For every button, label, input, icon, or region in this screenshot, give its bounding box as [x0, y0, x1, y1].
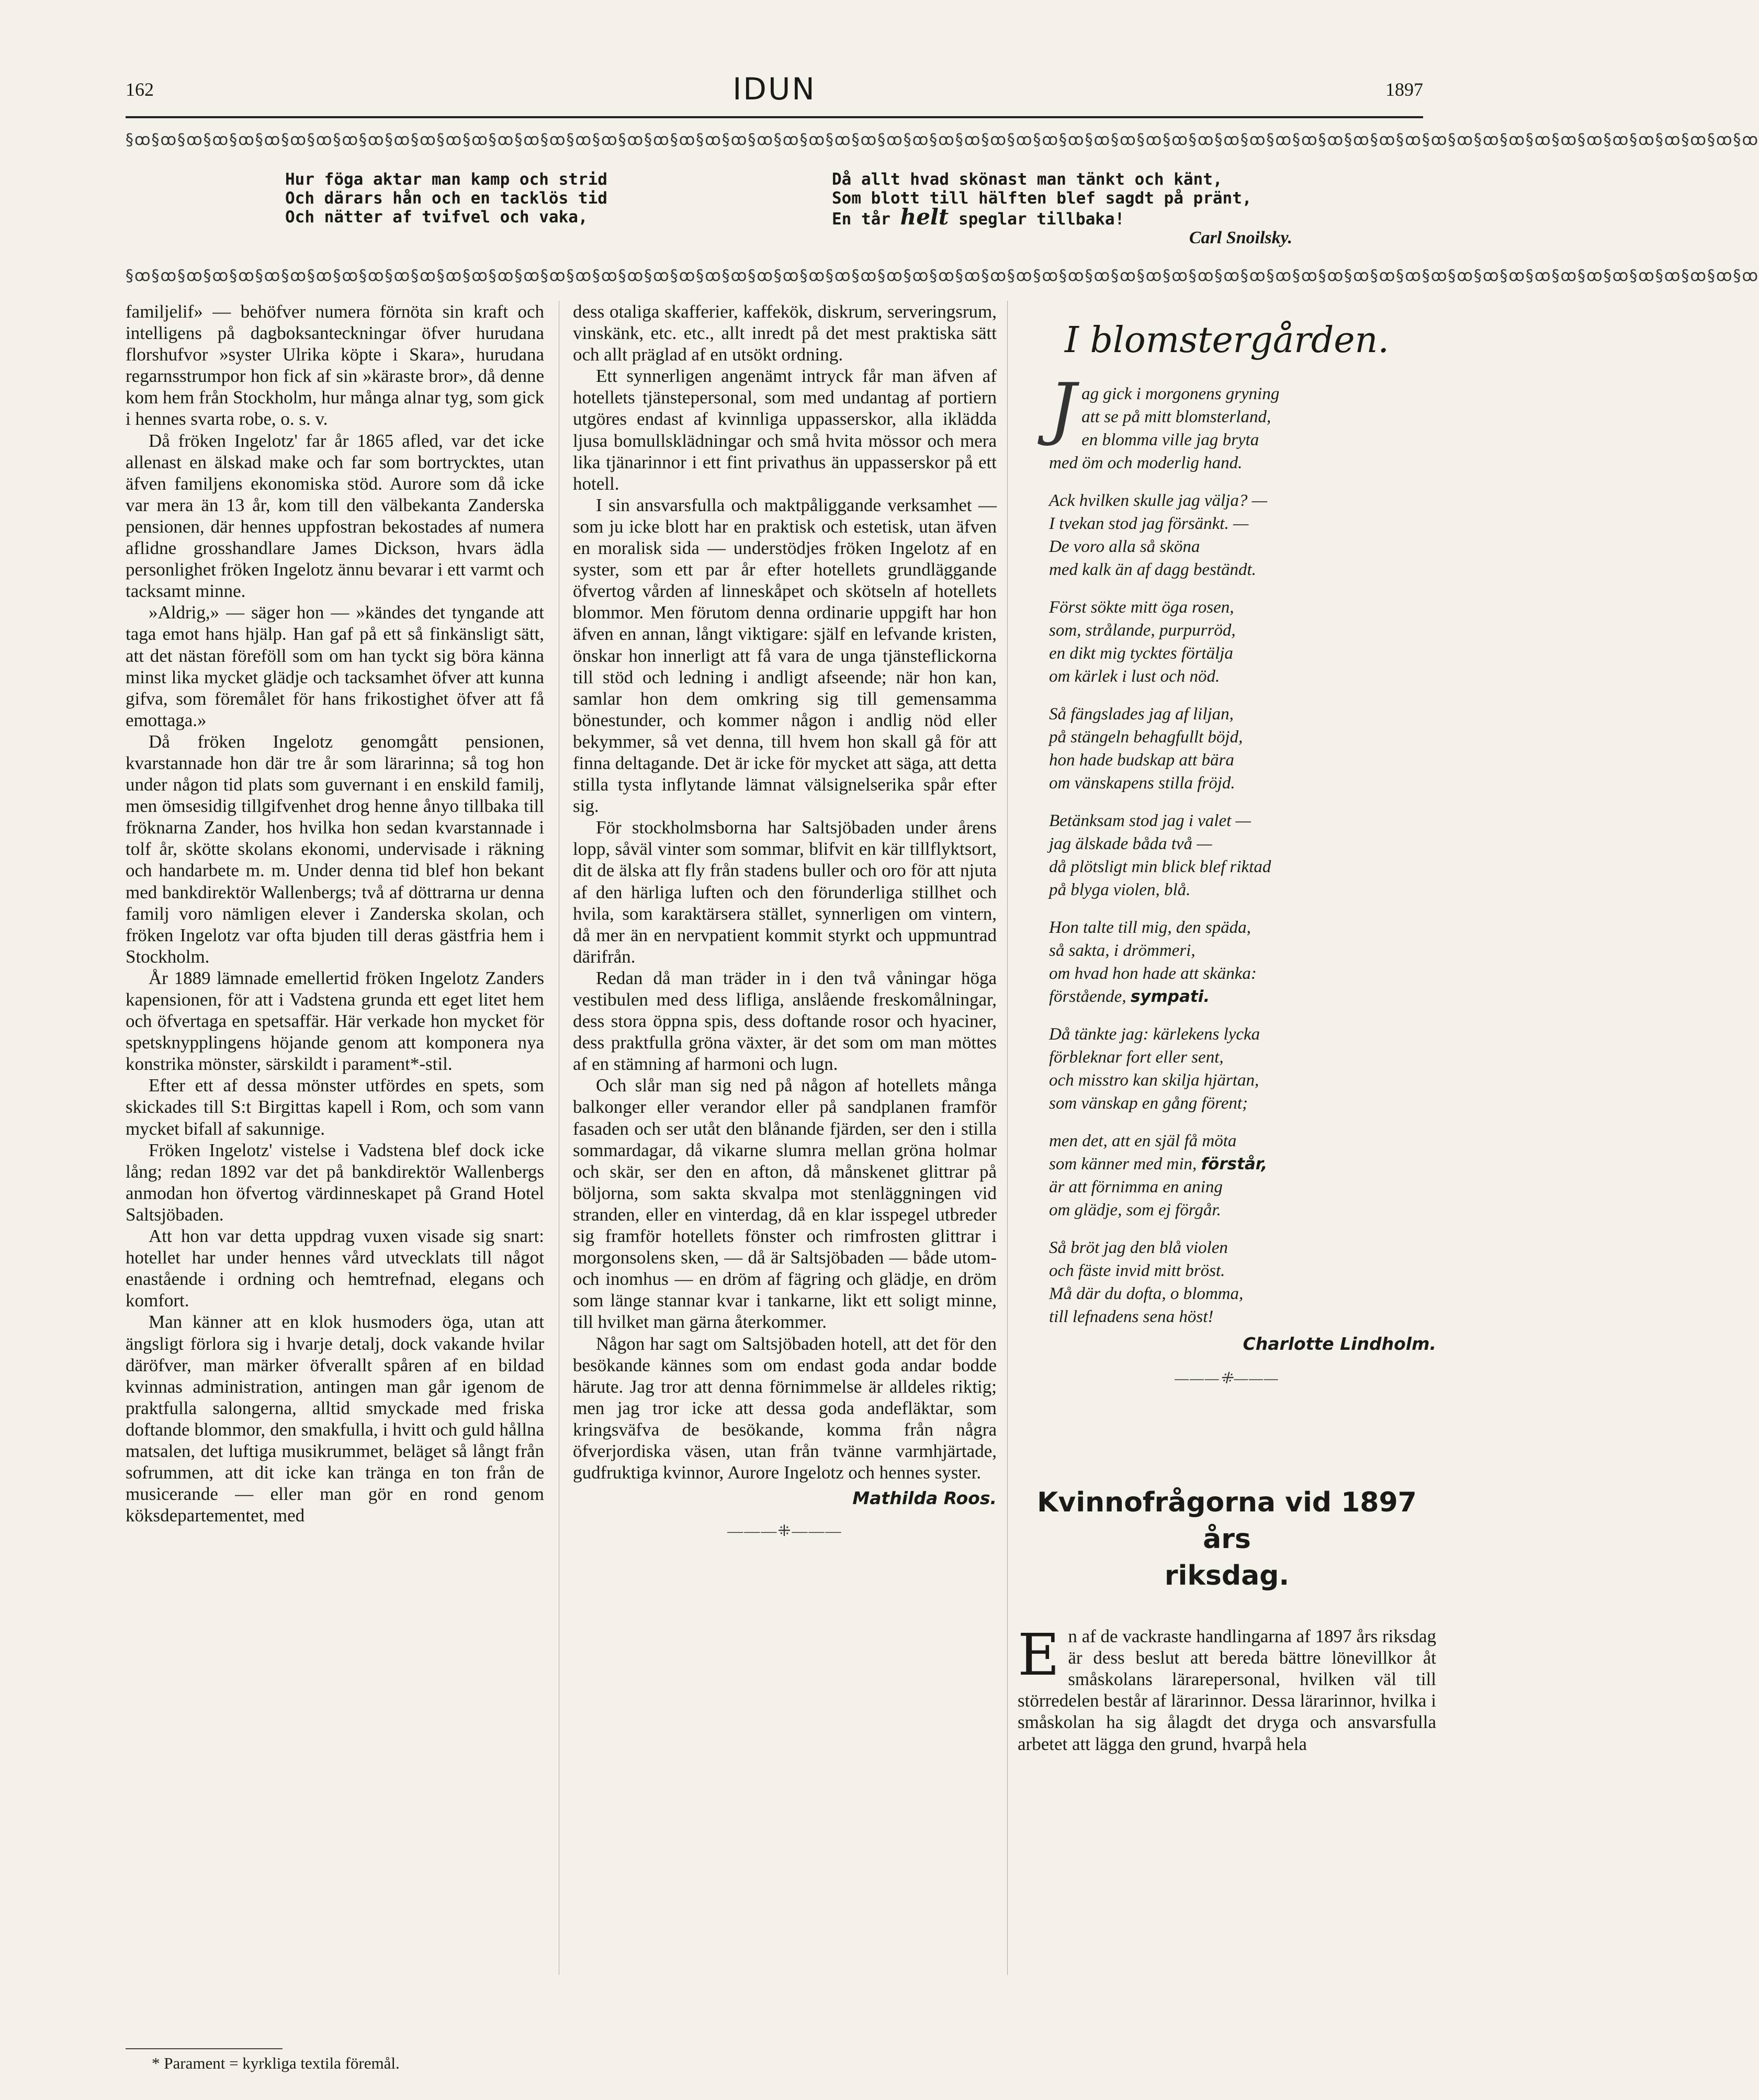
article-title-line: riksdag. [1164, 1560, 1290, 1592]
article-dropcap: E [1018, 1621, 1060, 1689]
paragraph: År 1889 lämnade emellertid fröken Ingelotz Zanders kapensionen, för att i Vadstena grunda ett eget litet hem och öfvertaga en spetsaffär. Här verkade hon mycket för spetsknypplingens höjande genom att komponera nya konstrika mönster, särskildt i parament*-stil. [126, 967, 544, 1075]
verse-line: Som blott till hälften blef sagdt på pränt, [832, 189, 1252, 208]
poem-line: Betänksam stod jag i valet — [1049, 811, 1251, 831]
poem-line: förbleknar fort eller sent, [1049, 1048, 1224, 1067]
poem-line: på blyga violen, blå. [1049, 880, 1191, 900]
page-header [126, 71, 1423, 115]
poem-line: att se på mitt blomsterland, [1081, 408, 1271, 427]
paragraph: dess otaliga skafferier, kaffekök, diskrum, serveringsrum, vinskänk, etc. etc., allt inredt på det mest praktiska sätt och allt präglad af en utsökt ordning. [573, 301, 997, 365]
paragraph: Ett synnerligen angenämt intryck får man äfven af hotellets tjänstepersonal, som med undantag af portiern utgöres endast af kvinnliga uppasserskor, alla iklädda ljusa bomullsklädningar och små hvita mössor och mera lika tjänarinnor i ett fint privathus än uppasserskor på ett hotell. [573, 366, 997, 494]
ornament-border-bottom: §ꝏ§ꝏ§ꝏ§ꝏ§ꝏ§ꝏ§ꝏ§ꝏ§ꝏ§ꝏ§ꝏ§ꝏ§ꝏ§ꝏ§ꝏ§ꝏ§ꝏ§ꝏ§ꝏ§ꝏ§ꝏ§ꝏ§ꝏ§ꝏ§ꝏ§ꝏ§ꝏ§ꝏ§ꝏ§ꝏ§ꝏ§ꝏ§ꝏ§ꝏ§ꝏ§ꝏ§ꝏ§ꝏ§ꝏ§ꝏ§ꝏ§ꝏ§ꝏ§ꝏ§ꝏ§ꝏ§ꝏ§ꝏ§ꝏ§ꝏ§ꝏ§ꝏ§ꝏ§ꝏ§ꝏ§ꝏ§ꝏ§ꝏ§ꝏ§ꝏ§ꝏ§ꝏ§ꝏ [126, 267, 1759, 285]
article-author: Mathilda Roos. [852, 1488, 997, 1509]
poem-line: som vänskap en gång förent; [1049, 1094, 1248, 1113]
poem-stanza [1018, 1023, 1436, 1115]
verse-line: Och därars hån och en tacklös tid [285, 189, 607, 208]
article-title-line: Kvinnofrågorna vid 1897 års [1037, 1487, 1417, 1555]
poem-line: Först sökte mitt öga rosen, [1049, 598, 1234, 617]
poem-line: på stängeln behagfullt böjd, [1049, 728, 1243, 747]
poem-stanza [1018, 1130, 1436, 1222]
paragraph: Man känner att en klok husmoders öga, utan att ängsligt förlora sig i hvarje detalj, dock vakande hvilar däröfver, man märker öfverallt spåren af en bildad kvinnas administration, antingen man går igenom de praktfulla salongerna, alltid smyckade med friska doftande blommor, den smakfulla, i hvitt och guld hållna matsalen, det luftiga musikrummet, beläget så långt från sofrummen, att dit icke kan tränga en ton från de musicerande — eller man gör en rond genom köksdepartementet, med [126, 1312, 544, 1526]
poem-line: De voro alla så sköna [1049, 537, 1200, 557]
poem-line: Så bröt jag den blå violen [1049, 1238, 1228, 1258]
poem-stanza [1018, 1236, 1436, 1328]
ornament-border-top: §ꝏ§ꝏ§ꝏ§ꝏ§ꝏ§ꝏ§ꝏ§ꝏ§ꝏ§ꝏ§ꝏ§ꝏ§ꝏ§ꝏ§ꝏ§ꝏ§ꝏ§ꝏ§ꝏ§ꝏ§ꝏ§ꝏ§ꝏ§ꝏ§ꝏ§ꝏ§ꝏ§ꝏ§ꝏ§ꝏ§ꝏ§ꝏ§ꝏ§ꝏ§ꝏ§ꝏ§ꝏ§ꝏ§ꝏ§ꝏ§ꝏ§ꝏ§ꝏ§ꝏ§ꝏ§ꝏ§ꝏ§ꝏ§ꝏ§ꝏ§ꝏ§ꝏ§ꝏ§ꝏ§ꝏ§ꝏ§ꝏ§ꝏ§ꝏ§ꝏ§ꝏ§ꝏ§ꝏ [126, 131, 1759, 149]
poem-line: men det, att en själ få möta [1049, 1132, 1237, 1151]
poem-stanza [1018, 489, 1436, 581]
poem-line: och fäste invid mitt bröst. [1049, 1261, 1225, 1281]
divider: ———⁜——— [1175, 1370, 1279, 1387]
poem-line: Då tänkte jag: kärlekens lycka [1049, 1025, 1260, 1044]
verse-line: Då allt hvad skönast man tänkt och känt, [832, 170, 1223, 189]
poem-dropcap: J [1049, 368, 1077, 448]
poem-line: som, strålande, purpurröd, [1049, 621, 1236, 640]
poem-line: så sakta, i drömmeri, [1049, 941, 1196, 961]
paragraph: Och slår man sig ned på någon af hotellets många balkonger eller verandor eller på sandplanen framför fasaden och ser utåt den blånande fjärden, ser den i stilla sommardagar, då vikarne slumra mellan gröna holmar och skär, ser den en afton, då månskenet glittrar på böljorna, som sakta skvalpa mot stenläggningen vid stranden, eller en vinterdag, då en klar isspegel utbreder sig framför hotellets fönster och rimfrosten glittrar i morgonsolens sken, — då är Saltsjöbaden — både utom- och inomhus — en dröm af fägring och glädje, en dröm som länge stannar kvar i tankarne, likt ett soligt minne, till hvilket man gärna återkommer. [573, 1075, 997, 1333]
poem-line: om hvad hon hade att skänka: [1049, 964, 1257, 984]
poem-line: med kalk än af dagg beständt. [1049, 560, 1256, 580]
poem-line: då plötsligt min blick blef riktad [1049, 857, 1271, 877]
verse-line: En tår helt speglar tillbaka! [832, 204, 1125, 230]
poem-line: Så fängslades jag af liljan, [1049, 705, 1234, 724]
column-2 [573, 301, 997, 1542]
paragraph: familjelif» — behöfver numera förnöta sin kraft och intelligens på dagboksanteckningar öfver hurudana florshufvor »syster Ulrika köpte i Skara», hurudana regarnsstrumpor hon fick af sin »käraste bror», då denne kom hem från Stockholm, hur många alnar tyg, som gick i hennes svarta robe, o. s. v. [126, 301, 544, 430]
paragraph: Då fröken Ingelotz genomgått pensionen, kvarstannade hon där tre år som lärarinna; så tog hon under någon tid plats som guvernant i en enskild familj, men ömsesidig tillgifvenhet drog henne ånyo tillbaka till fröknarna Zander, hos hvilka hon sedan kvarstannade i tolf år, skötte skolans ekonomi, undervisade i räkning och handarbete m. m. Under denna tid blef hon bekant med bankdirektör Wallenbergs; två af döttrarna ur denna familj voro nämligen elever i Zanderska skolan, och fröken Ingelotz var ofta bjuden till deras gästfria hem i Stockholm. [126, 731, 544, 967]
poem-line: en blomma ville jag bryta [1081, 431, 1259, 450]
poem-line: till lefnadens sena höst! [1049, 1307, 1214, 1327]
poem-line: är att förnimma en aning [1049, 1178, 1223, 1197]
poem-stanza [1018, 703, 1436, 795]
poem-line: Hon talte till mig, den späda, [1049, 918, 1251, 938]
poem-stanza [1018, 809, 1436, 901]
poem-line: om glädje, som ej förgår. [1049, 1201, 1221, 1220]
paragraph: För stockholmsborna har Saltsjöbaden under årens lopp, såväl vinter som sommar, blifvit en kär tillflyktsort, dit de älska att fly från stadens buller och oro för att njuta af den härliga luften och den förunderliga stillhet och hvila, som karaktärsera stället, synnerligen om vintern, då mer än en nervpatient kommit styrkt och uppmuntrad därifrån. [573, 817, 997, 967]
paragraph: Någon har sagt om Saltsjöbaden hotell, att det för den besökande kännes som om endast goda andar bodde härute. Jag tror att denna förnimmelse är alldeles riktig; men jag tror icke att dessa goda andefläktar, som kringsväfva de besökande, komma från några öfverjordiska väsen, utan från tvänne varmhjärtade, gudfruktiga kvinnor, Aurore Ingelotz och hennes syster. [573, 1333, 997, 1483]
footnote-rule [126, 2048, 283, 2049]
poem-line: I tvekan stod jag försänkt. — [1049, 514, 1249, 534]
poem-line: om vänskapens stilla fröjd. [1049, 774, 1235, 793]
poem-line: förstående, sympati. [1049, 987, 1210, 1007]
poem-author: Charlotte Lindholm. [1243, 1334, 1436, 1354]
paragraph: Efter ett af dessa mönster utfördes en spets, som skickades till S:t Birgittas kapell i Rom, och som vann mycket bifall af sakunnige. [126, 1075, 544, 1139]
poem-line: om kärlek i lust och nöd. [1049, 667, 1220, 686]
top-verse-left [285, 170, 607, 227]
verse-line: Hur föga aktar man kamp och strid [285, 170, 607, 189]
emphasis-sympati: sympati. [1130, 987, 1210, 1007]
poem-line: som känner med min, förstår, [1049, 1155, 1268, 1174]
poem [1018, 368, 1436, 1390]
paragraph: I sin ansvarsfulla och maktpåliggande verksamhet — som ju icke blott har en praktisk och estetisk, utan äfven en moralisk sida — understödjes fröken Ingelotz af en syster, som ett par år efter hotellets grundläggande öfvertog vården af linneskåpet och skötseln af hotellets blommor. Men förutom denna ordinarie uppgift har hon äfven en annan, långt viktigare: själf en lefvande kristen, önskar hon innerligt att få vara de unga tjänsteflickorna till stöd och ledning i andligt afseende; när hon kan, samlar hon dem omkring sig till gemensamma bönestunder, och kommer någon i andlig nöd eller bekymmer, så vet denna, till hvem hon skall gå för att finna deltagande. Det är icke för mycket att säga, att detta stilla tysta inflytande lämnat välsignelserika spår efter sig. [573, 494, 997, 817]
poem-stanza [1018, 368, 1436, 475]
article-title [1018, 1484, 1436, 1594]
poem-stanza [1018, 916, 1436, 1008]
emphasis-forstar: förstår, [1201, 1155, 1268, 1174]
page-number: 162 [126, 79, 154, 100]
poem-line: Ack hvilken skulle jag välja? — [1049, 491, 1267, 511]
paragraph: Redan då man träder in i den två våningar höga vestibulen med dess lifliga, anslående freskomålningar, dess stora öppna spis, dess doftande rosor och hyaciner, dess praktfulla gröna växter, är det som om man möttes af en stämning af harmoni och lugn. [573, 967, 997, 1075]
column-divider [1007, 301, 1008, 1975]
article-body: En af de vackraste handlingarna af 1897 års riksdag är dess beslut att bereda bättre lönevillkor åt småskolans lärarepersonal, hvilken väl till störredelen består af lärarinnor. Dessa lärarinnor, hvilka i småskolan ha sig ålagdt det dryga och ansvarsfulla arbetet att lägga den grund, hvarpå hela [1018, 1621, 1436, 1754]
paragraph: »Aldrig,» — säger hon — »kändes det tyngande att taga emot hans hjälp. Han gaf på ett så finkänsligt sätt, att det nästan föreföll som om han tyckt sig böra känna minst lika mycket glädje och tacksamhet öfver att kunna gifva, som föremålet för hans frikostighet öfver att få emottaga.» [126, 602, 544, 730]
top-verse-right [832, 170, 1292, 247]
poem-line: Må där du dofta, o blomma, [1049, 1284, 1244, 1304]
poem-line: jag älskade båda två — [1049, 834, 1212, 854]
column-1 [126, 301, 544, 1526]
paragraph: Fröken Ingelotz' vistelse i Vadstena blef dock icke lång; redan 1892 var det på bankdirektör Wallenbergs anmodan hon öfvertog värdinneskapet på Grand Hotel Saltsjöbaden. [126, 1139, 544, 1225]
magazine-title: IDUN [732, 71, 816, 107]
year: 1897 [1385, 79, 1423, 100]
poem-line: ag gick i morgonens gryning [1081, 385, 1280, 404]
paragraph: Att hon var detta uppdrag vuxen visade sig snart: hotellet har under hennes vård utvecklats till något enastående i ordning och hemtrefnad, elegans och komfort. [126, 1226, 544, 1311]
footnote: * Parament = kyrkliga textila föremål. [152, 2054, 400, 2072]
verse-line: Och nätter af tvifvel och vaka, [285, 208, 588, 227]
emphasis-helt: helt [900, 204, 949, 230]
divider: ———⁜——— [727, 1522, 842, 1540]
header-rule [126, 116, 1423, 118]
poem-line: en dikt mig tycktes förtälja [1049, 644, 1233, 663]
poem-title: I blomstergården. [1065, 320, 1389, 361]
poem-line: och misstro kan skilja hjärtan, [1049, 1071, 1259, 1090]
poem-stanza [1018, 596, 1436, 688]
paragraph: Då fröken Ingelotz' far år 1865 afled, var det icke allenast en älskad make och far som bortrycktes, utan äfven familjens ekonomiska stöd. Aurore som då icke var mera än 13 år, kom till den välbekanta Zanderska pensionen, där hennes uppfostran bekostades af numera aflidne grosshandlare James Dickson, hvars ädla personlighet fröken Ingelotz ännu bevarar i ett varmt och tacksamt minne. [126, 430, 544, 602]
verse-signature: Carl Snoilsky. [1189, 228, 1292, 247]
poem-line: med öm och moderlig hand. [1049, 454, 1243, 473]
poem-line: hon hade budskap att bära [1049, 751, 1234, 770]
column-3 [1018, 301, 1436, 1755]
